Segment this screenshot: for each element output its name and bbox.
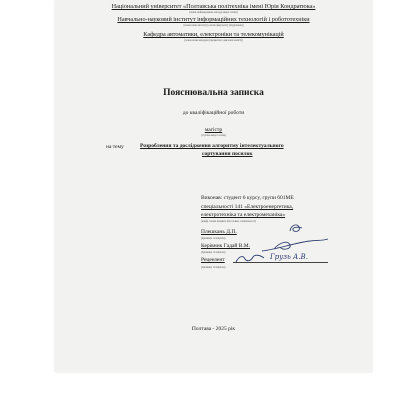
topic-line-1: Розроблення та дослідження алгоритму інтелектуального [140,143,284,149]
degree-value: магістр [204,127,223,133]
performer-line-1: Виконав: студент 6 курсу, групи 601МЕ [201,195,294,201]
document-subtitle: до кваліфікаційної роботи [182,110,245,116]
reviewer-handwritten-name: Грузь А.В. [270,253,308,261]
document-page [55,0,372,372]
institute-caption: (повна назва інституту, назва факультету (відділення)) [183,24,244,27]
department-name: Кафедра автоматики, електроніки та телекомунікацій [143,31,284,38]
institute-name: Навчально-науковий інститут інформаційних технологій і робототехніки [117,16,310,23]
supervisor-signature-icon [260,236,332,256]
student-name: Плешкань Д.П. [201,229,237,235]
specialty-caption: (шифр і назва напряму підготовки, спеціальності) [201,220,257,223]
student-caption: (прізвище та ініціали) [201,237,226,240]
supervisor-caption: (прізвище та ініціали) [201,251,226,254]
university-name: Національний університет «Полтавська політехніка імені Юрія Кондратюка» [111,3,316,10]
reviewer-label: Рецензент [201,257,225,263]
reviewer-signature-icon [233,252,269,266]
document-title: Пояснювальна записка [163,88,264,98]
university-caption: (повне найменування закладу вищої освіти) [189,11,238,14]
topic-line-2: сортування посилок [202,151,253,157]
performer-line-2: спеціальності 141 «Електроенергетика, [201,204,294,210]
degree-caption: (ступінь вищої освіти) [201,134,226,137]
performer-line-3: електротехніка та електромеханіка» [201,212,286,218]
student-signature-icon [287,222,305,236]
reviewer-caption: (прізвище та ініціали) [201,266,226,269]
topic-prefix: на тему [106,144,124,150]
department-caption: (повна назва кафедри (предметної, циклової комісії)) [184,39,243,42]
city-year: Полтава - 2025 рік [191,326,236,332]
supervisor-name: Керівник Гадай В.М. [201,243,251,249]
